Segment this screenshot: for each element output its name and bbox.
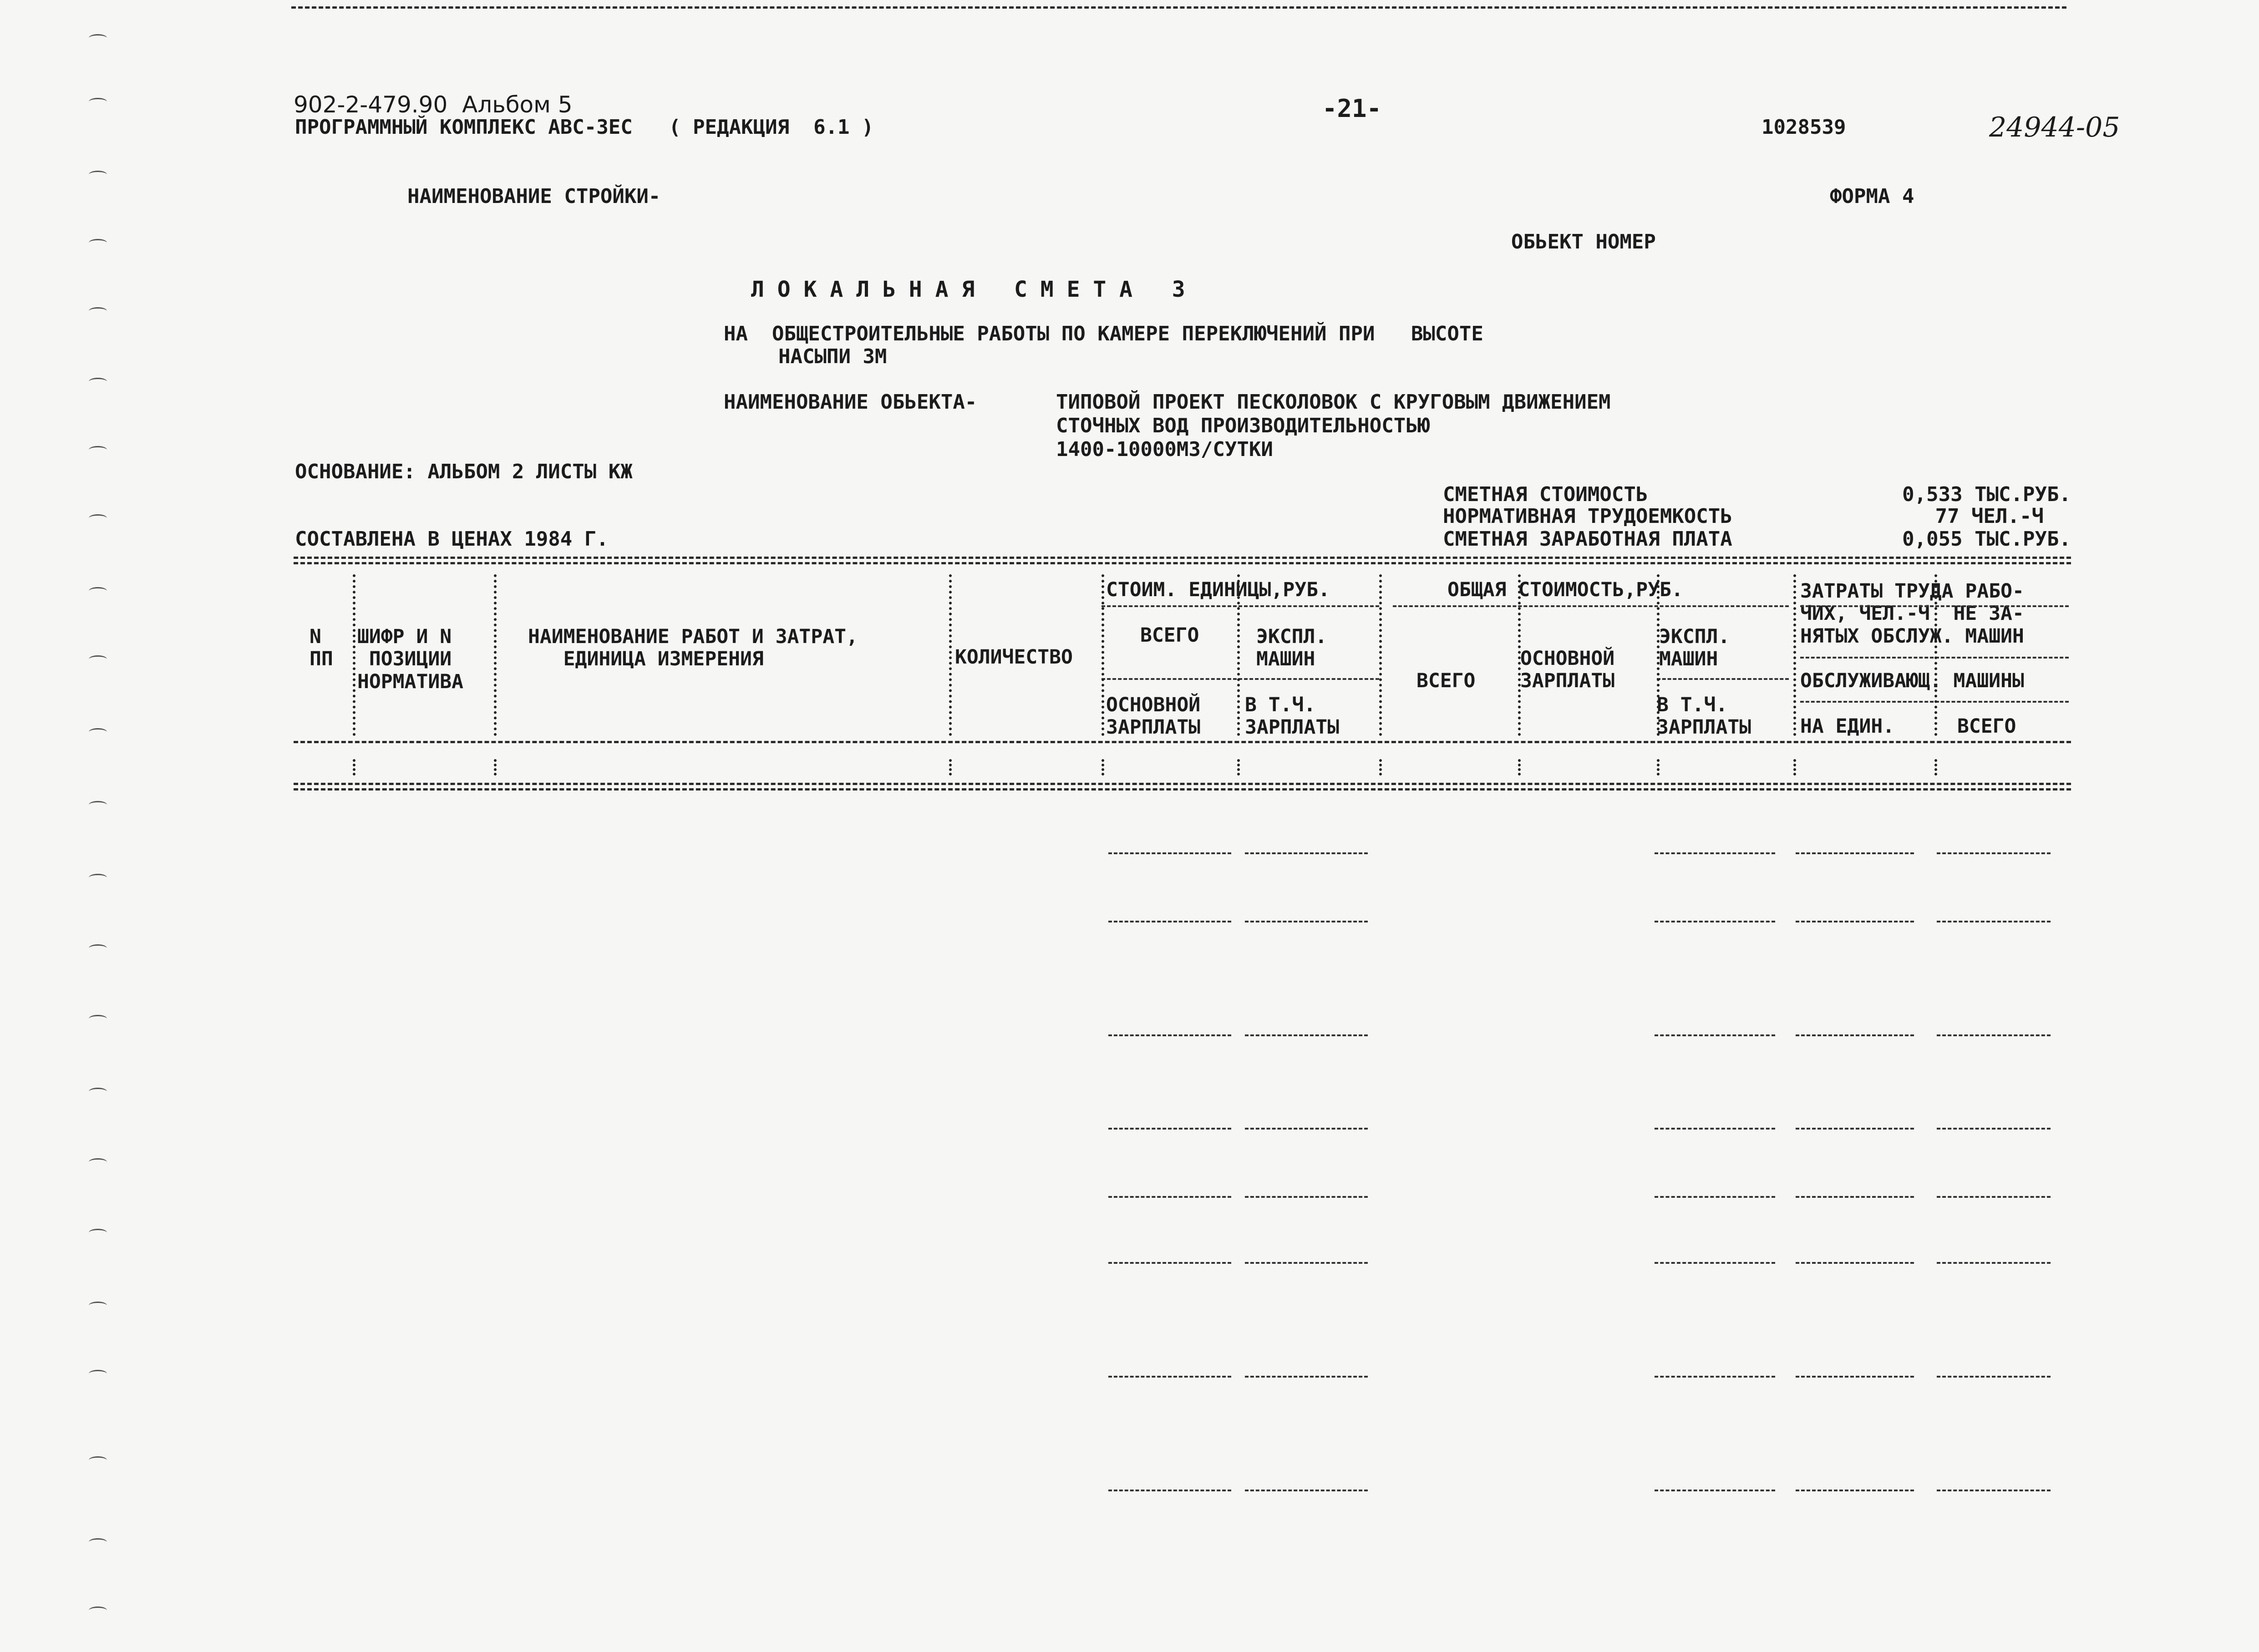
document-title: Л О К А Л Ь Н А Я С М Е Т А 3 xyxy=(751,277,1185,302)
hdr-labor-total: ВСЕГО xyxy=(1957,715,2016,738)
colnum-bottom-rule-2 xyxy=(294,788,2071,791)
row-sub-rule xyxy=(1796,852,1914,854)
column-separator xyxy=(949,574,952,736)
hdr-n: N ПП xyxy=(310,625,333,671)
row-sub-rule xyxy=(1937,1262,2051,1264)
hdr-unit-cost: СТОИМ. ЕДИНИЦЫ,РУБ. xyxy=(1106,578,1330,601)
row-sub-rule xyxy=(1655,1128,1775,1130)
column-separator xyxy=(1237,759,1240,775)
row-sub-rule xyxy=(1245,1196,1368,1198)
row-sub-rule xyxy=(1245,921,1368,922)
album-line: 902-2-479.90 Альбом 5 xyxy=(294,91,573,118)
row-sub-rule xyxy=(1937,1376,2051,1378)
margin-mark xyxy=(89,446,107,454)
margin-mark xyxy=(89,1538,107,1546)
hdr-rule-total-2 xyxy=(1657,678,1789,680)
hdr-total-wage: ОСНОВНОЙ ЗАРПЛАТЫ xyxy=(1520,647,1615,693)
margin-mark xyxy=(89,239,107,247)
row-sub-rule xyxy=(1937,1128,2051,1130)
object-line3: 1400-10000М3/СУТКИ xyxy=(1056,438,1273,461)
hdr-name: НАИМЕНОВАНИЕ РАБОТ И ЗАТРАТ, ЕДИНИЦА ИЗМЕРЕНИЯ xyxy=(528,625,858,671)
hdr-rule-unit xyxy=(1102,605,1379,607)
row-sub-rule xyxy=(1796,1376,1914,1378)
hdr-unit-wage: ОСНОВНОЙ ЗАРПЛАТЫ xyxy=(1106,694,1201,739)
hdr-labor-service: ОБСЛУЖИВАЮЩ. МАШИНЫ xyxy=(1800,669,2024,692)
margin-mark xyxy=(89,1606,107,1614)
hdr-total-mach: ЭКСПЛ. МАШИН xyxy=(1659,625,1730,671)
prices-year: СОСТАВЛЕНА В ЦЕНАХ 1984 Г. xyxy=(295,527,609,551)
hdr-code: ШИФР И N ПОЗИЦИИ НОРМАТИВА xyxy=(357,625,463,693)
object-line2: СТОЧНЫХ ВОД ПРОИЗВОДИТЕЛЬНОСТЬЮ xyxy=(1056,414,1430,437)
top-edge-line xyxy=(291,6,2066,9)
row-sub-rule xyxy=(1655,852,1775,854)
margin-mark xyxy=(89,98,107,106)
margin-mark xyxy=(89,307,107,315)
row-sub-rule xyxy=(1108,921,1231,922)
margin-mark xyxy=(89,944,107,952)
row-sub-rule xyxy=(1245,852,1368,854)
hdr-labor: ЗАТРАТЫ ТРУДА РАБО- ЧИХ, ЧЕЛ.-Ч НЕ ЗА- НЯТЫХ ОБСЛУЖ. МАШИН xyxy=(1800,580,2024,648)
margin-mark xyxy=(89,1370,107,1378)
column-separator xyxy=(1793,759,1796,775)
page-number: -21- xyxy=(1322,94,1382,123)
table-top-rule-2 xyxy=(294,562,2071,564)
row-sub-rule xyxy=(1655,1376,1775,1378)
row-sub-rule xyxy=(1937,1196,2051,1198)
row-sub-rule xyxy=(1937,1490,2051,1491)
column-separator xyxy=(1379,759,1382,775)
summary-value-1: 77 ЧЕЛ.-Ч xyxy=(1935,505,2044,528)
column-separator xyxy=(1102,759,1104,775)
summary-value-0: 0,533 ТЫС.РУБ. xyxy=(1902,483,2071,506)
column-separator xyxy=(1102,574,1104,736)
margin-mark xyxy=(89,655,107,663)
margin-mark xyxy=(89,171,107,178)
margin-mark xyxy=(89,1302,107,1309)
row-sub-rule xyxy=(1245,1128,1368,1130)
hdr-total-mach-wage: В Т.Ч. ЗАРПЛАТЫ xyxy=(1657,694,1751,739)
margin-mark xyxy=(89,728,107,736)
row-sub-rule xyxy=(1796,1196,1914,1198)
margin-mark xyxy=(89,378,107,385)
column-separator xyxy=(494,759,497,775)
subtitle-line1: НА ОБЩЕСТРОИТЕЛЬНЫЕ РАБОТЫ ПО КАМЕРЕ ПЕРЕКЛЮЧЕНИЙ ПРИ ВЫСОТЕ xyxy=(724,322,1483,345)
margin-mark xyxy=(89,1229,107,1236)
row-sub-rule xyxy=(1108,1128,1231,1130)
hdr-qty: КОЛИЧЕСТВО xyxy=(955,646,1073,669)
summary-value-2: 0,055 ТЫС.РУБ. xyxy=(1902,527,2071,551)
column-separator xyxy=(353,574,355,736)
margin-mark xyxy=(89,1456,107,1464)
summary-label-1: НОРМАТИВНАЯ ТРУДОЕМКОСТЬ xyxy=(1443,505,1732,528)
column-separator xyxy=(1237,574,1240,736)
column-separator xyxy=(1934,759,1937,775)
hdr-rule-unit-2 xyxy=(1102,678,1379,680)
hdr-bottom-rule xyxy=(294,741,2071,743)
colnum-bottom-rule xyxy=(294,783,2071,785)
construction-name-label: НАИМЕНОВАНИЕ СТРОЙКИ- xyxy=(407,185,661,208)
row-sub-rule xyxy=(1245,1490,1368,1491)
row-sub-rule xyxy=(1796,1490,1914,1491)
row-sub-rule xyxy=(1796,1262,1914,1264)
hdr-labor-unit: НА ЕДИН. xyxy=(1800,715,1895,738)
handwritten-number: 24944-05 xyxy=(1989,111,2120,143)
table-top-rule xyxy=(294,557,2071,559)
column-separator xyxy=(949,759,952,775)
row-sub-rule xyxy=(1245,1376,1368,1378)
row-sub-rule xyxy=(1245,1262,1368,1264)
hdr-rule-total xyxy=(1393,605,1789,607)
hdr-unit-total: ВСЕГО xyxy=(1140,624,1199,647)
row-sub-rule xyxy=(1937,1034,2051,1036)
row-sub-rule xyxy=(1245,1034,1368,1036)
row-sub-rule xyxy=(1108,1490,1231,1491)
hdr-total-all: ВСЕГО xyxy=(1416,669,1476,692)
row-sub-rule xyxy=(1108,1196,1231,1198)
column-separator xyxy=(1518,574,1521,736)
column-separator xyxy=(1657,759,1660,775)
subtitle-line2: НАСЫПИ 3М xyxy=(778,345,887,368)
column-separator xyxy=(494,574,497,736)
row-sub-rule xyxy=(1108,1034,1231,1036)
object-label: НАИМЕНОВАНИЕ ОБЬЕКТА- xyxy=(724,390,977,414)
hdr-total-cost: ОБЩАЯ СТОИМОСТЬ,РУБ. xyxy=(1447,578,1683,601)
margin-mark xyxy=(89,34,107,42)
row-sub-rule xyxy=(1796,921,1914,922)
column-separator xyxy=(1379,574,1382,736)
object-number-label: ОБЬЕКТ НОМЕР xyxy=(1511,230,1656,253)
margin-mark xyxy=(89,514,107,522)
column-separator xyxy=(1934,574,1937,736)
summary-label-2: СМЕТНАЯ ЗАРАБОТНАЯ ПЛАТА xyxy=(1443,527,1732,551)
row-sub-rule xyxy=(1655,1262,1775,1264)
row-sub-rule xyxy=(1655,921,1775,922)
row-sub-rule xyxy=(1108,1376,1231,1378)
object-line1: ТИПОВОЙ ПРОЕКТ ПЕСКОЛОВОК С КРУГОВЫМ ДВИЖЕНИЕМ xyxy=(1056,390,1611,414)
row-sub-rule xyxy=(1937,852,2051,854)
column-separator xyxy=(1518,759,1521,775)
row-sub-rule xyxy=(1655,1034,1775,1036)
column-separator xyxy=(1793,574,1796,736)
summary-label-0: СМЕТНАЯ СТОИМОСТЬ xyxy=(1443,483,1648,506)
row-sub-rule xyxy=(1796,1128,1914,1130)
form-label: ФОРМА 4 xyxy=(1830,185,1914,208)
column-separator xyxy=(353,759,355,775)
margin-mark xyxy=(89,587,107,595)
row-sub-rule xyxy=(1937,921,2051,922)
margin-mark xyxy=(89,1158,107,1166)
row-sub-rule xyxy=(1655,1490,1775,1491)
hdr-unit-mach: ЭКСПЛ. МАШИН xyxy=(1256,625,1327,671)
row-sub-rule xyxy=(1108,1262,1231,1264)
basis: ОСНОВАНИЕ: АЛЬБОМ 2 ЛИСТЫ КЖ xyxy=(295,460,633,483)
column-separator xyxy=(1657,574,1660,736)
margin-mark xyxy=(89,1015,107,1023)
doc-number: 1028539 xyxy=(1762,116,1846,139)
hdr-unit-mach-wage: В Т.Ч. ЗАРПЛАТЫ xyxy=(1245,694,1340,739)
margin-mark xyxy=(89,801,107,809)
program-line: ПРОГРАММНЫЙ КОМПЛЕКС АВС-3ЕС ( РЕДАКЦИЯ 6.1 ) xyxy=(295,116,874,139)
row-sub-rule xyxy=(1108,852,1231,854)
row-sub-rule xyxy=(1655,1196,1775,1198)
margin-mark xyxy=(89,1088,107,1095)
margin-mark xyxy=(89,874,107,882)
row-sub-rule xyxy=(1796,1034,1914,1036)
